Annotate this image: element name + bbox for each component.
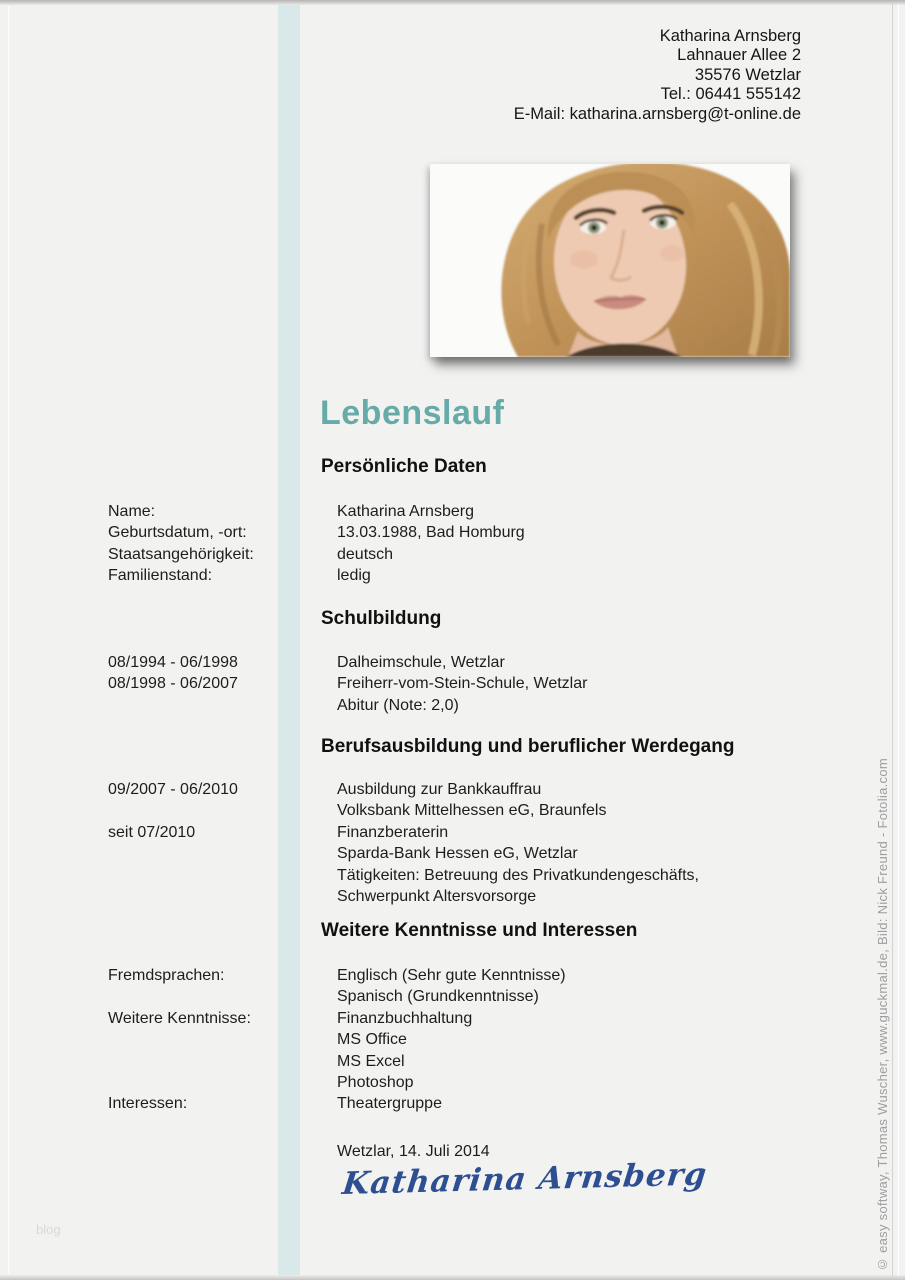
- row-label: Weitere Kenntnisse:: [108, 1009, 251, 1027]
- cv-row: [108, 965, 798, 986]
- row-value: Dalheimschule, Wetzlar: [337, 654, 505, 671]
- cv-row: [108, 1008, 798, 1029]
- cv-row: [108, 843, 798, 864]
- row-value: Abitur (Note: 2,0): [337, 696, 459, 714]
- row-value: MS Office: [337, 1031, 407, 1049]
- credit-vertical-text: © easy softway, Thomas Wuscher, www.guckmal.de, Bild: Nick Freund - Fotolia.com: [875, 757, 890, 1272]
- cv-row: [108, 865, 798, 886]
- career-heading: Berufsausbildung und beruflicher Werdegang: [321, 736, 735, 757]
- row-value: MS Excel: [337, 1052, 405, 1070]
- signature-text: Katharina Arnsberg: [340, 1156, 710, 1203]
- row-value: Englisch (Sehr gute Kenntnisse): [337, 967, 566, 984]
- cv-row: [108, 822, 798, 843]
- row-value: Sparda-Bank Hessen eG, Wetzlar: [337, 845, 578, 863]
- row-label: [108, 695, 337, 716]
- career-rows: [108, 779, 798, 907]
- row-label: 08/1994 - 06/1998: [108, 654, 238, 671]
- contact-line: Lahnauer Allee 2: [677, 46, 801, 65]
- page-edge-right-line: [892, 4, 893, 1276]
- woman-portrait-illustration: [430, 164, 790, 357]
- row-label: seit 07/2010: [108, 823, 196, 841]
- cv-row: [108, 1051, 798, 1072]
- row-label: Fremdsprachen:: [108, 967, 225, 984]
- cv-row: [108, 1072, 798, 1093]
- contact-block: [514, 27, 801, 124]
- row-value: Volksbank Mittelhessen eG, Braunfels: [337, 802, 607, 820]
- row-label: [108, 1029, 337, 1050]
- contact-line: E-Mail: katharina.arnsberg@t-online.de: [513, 104, 801, 123]
- row-label: [108, 1072, 337, 1093]
- row-label: Staatsangehörigkeit:: [108, 545, 254, 563]
- row-label: [108, 843, 337, 864]
- cv-row: [108, 800, 798, 821]
- row-label: [108, 886, 337, 907]
- row-value: ledig: [337, 567, 371, 585]
- page-title: Lebenslauf: [320, 394, 505, 432]
- row-value: Theatergruppe: [337, 1095, 442, 1113]
- page-edge-bottom: [0, 1275, 905, 1280]
- page-edge-left: [8, 6, 9, 1274]
- cv-row: [108, 544, 798, 565]
- row-value: 13.03.1988, Bad Homburg: [337, 524, 525, 542]
- contact-line: Tel.: 06441 555142: [660, 85, 801, 104]
- row-value: Ausbildung zur Bankkauffrau: [337, 781, 542, 798]
- page-edge-right-highlight: [898, 4, 899, 1276]
- cv-row: [108, 1029, 798, 1050]
- row-label: [108, 1051, 337, 1072]
- personal-data-heading: Persönliche Daten: [321, 456, 487, 477]
- cv-row: [108, 986, 798, 1007]
- row-label: 08/1998 - 06/2007: [108, 675, 238, 693]
- school-rows: [108, 652, 798, 716]
- contact-line: Katharina Arnsberg: [659, 27, 801, 45]
- row-label: Familienstand:: [108, 567, 213, 585]
- school-heading: Schulbildung: [321, 608, 442, 629]
- page-edge-top: [0, 0, 905, 5]
- cv-row: [108, 1093, 798, 1114]
- row-value: Katharina Arnsberg: [337, 503, 474, 520]
- row-label: Interessen:: [108, 1095, 188, 1113]
- personal-data-rows: [108, 501, 798, 587]
- row-label: 09/2007 - 06/2010: [108, 781, 238, 798]
- row-value: Finanzbuchhaltung: [337, 1009, 473, 1027]
- blog-watermark: blog: [36, 1222, 61, 1237]
- row-label: [108, 800, 337, 821]
- cv-row: [108, 779, 798, 800]
- skills-rows: [108, 965, 798, 1115]
- row-value: deutsch: [337, 545, 394, 563]
- contact-line: 35576 Wetzlar: [694, 65, 801, 84]
- row-value: Freiherr-vom-Stein-Schule, Wetzlar: [337, 675, 588, 693]
- row-value: Spanisch (Grundkenntnisse): [337, 988, 539, 1006]
- row-value: Photoshop: [337, 1074, 414, 1092]
- row-value: Finanzberaterin: [337, 823, 449, 841]
- row-label: Name:: [108, 503, 156, 520]
- applicant-photo: [430, 164, 790, 357]
- skills-heading: Weitere Kenntnisse und Interessen: [321, 920, 638, 941]
- cv-row: [108, 501, 798, 522]
- cv-row: [108, 565, 798, 586]
- row-label: [108, 986, 337, 1007]
- row-label: Geburtsdatum, -ort:: [108, 524, 247, 542]
- row-value: Schwerpunkt Altersvorsorge: [337, 888, 537, 906]
- row-value: Tätigkeiten: Betreuung des Privatkundengeschäfts,: [337, 866, 699, 884]
- cv-row: [108, 522, 798, 543]
- row-label: [108, 865, 337, 886]
- cv-row: [108, 886, 798, 907]
- cv-row: [108, 695, 798, 716]
- place-date-line: Wetzlar, 14. Juli 2014: [337, 1143, 490, 1160]
- cv-row: [108, 652, 798, 673]
- cv-row: [108, 673, 798, 694]
